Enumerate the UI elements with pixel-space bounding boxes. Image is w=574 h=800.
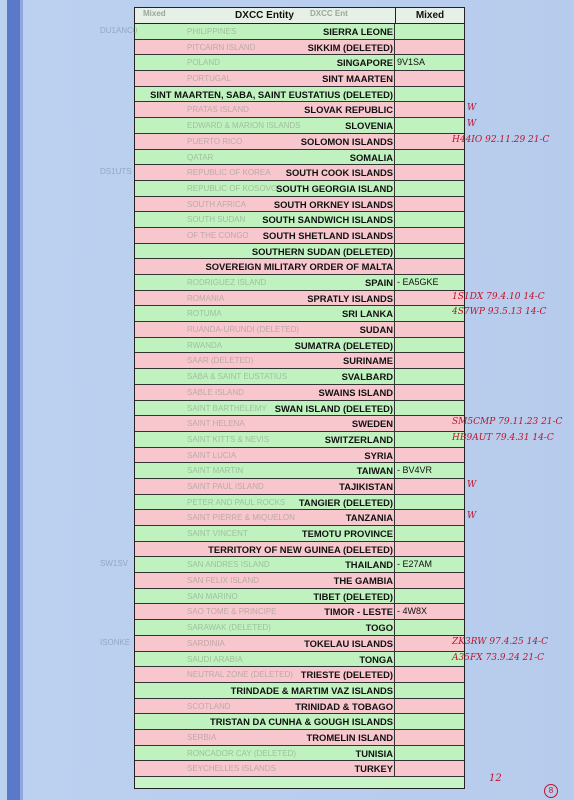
table-row [135, 338, 464, 354]
column-divider [394, 401, 395, 416]
bleed-through-text: NEUTRAL ZONE (DELETED) [187, 670, 293, 680]
entity-cell: SINT MAARTEN, SABA, SAINT EUSTATIUS (DELETED) [150, 88, 393, 100]
ghost-header-left: Mixed [143, 9, 166, 18]
bleed-through-text: SAN MARINO [187, 591, 238, 601]
column-divider [394, 730, 395, 745]
entity-cell: SOUTH SHETLAND ISLANDS [262, 229, 393, 241]
entity-cell: TANZANIA [345, 512, 393, 524]
entity-cell: TAJIKISTAN [339, 480, 393, 492]
bleed-through-text: PRATAS ISLAND [187, 105, 249, 115]
table-row [135, 24, 464, 40]
column-divider [394, 306, 395, 321]
table-row [135, 102, 464, 118]
entity-cell: SUDAN [359, 324, 393, 336]
entity-cell: TERRITORY OF NEW GUINEA (DELETED) [208, 543, 393, 555]
entity-cell: THE GAMBIA [333, 575, 393, 587]
entity-cell: SOVEREIGN MILITARY ORDER OF MALTA [205, 261, 393, 273]
handwritten-note: H44IO 92.11.29 21-C [452, 134, 550, 145]
table-row [135, 228, 464, 244]
column-divider [394, 71, 395, 86]
bleed-through-text: SAINT PAUL ISLAND [187, 481, 264, 491]
entity-cell: TRIESTE (DELETED) [300, 669, 393, 681]
table-row [135, 463, 464, 479]
bleed-through-text: SOUTH SUDAN [187, 215, 246, 225]
table-row [135, 87, 464, 103]
table-row [135, 369, 464, 385]
entity-cell: TOGO [365, 622, 393, 634]
entity-cell: TRINDADE & MARTIM VAZ ISLANDS [230, 684, 393, 696]
entity-cell: SLOVENIA [345, 120, 393, 132]
entity-cell: TRISTAN DA CUNHA & GOUGH ISLANDS [210, 716, 393, 728]
column-divider [394, 197, 395, 212]
bleed-through-text: SAN FELIX ISLAND [187, 576, 260, 586]
column-divider [394, 181, 395, 196]
bleed-through-text: SCOTLAND [187, 701, 231, 711]
binder-spine [7, 0, 20, 800]
table-row [135, 259, 464, 275]
column-divider [394, 259, 395, 274]
bleed-through-text: RODRIGUEZ ISLAND [187, 278, 267, 287]
table-row [135, 181, 464, 197]
entity-cell: SVALBARD [341, 371, 393, 383]
column-divider [394, 212, 395, 227]
table-header [135, 8, 464, 24]
table-row [135, 448, 464, 464]
table-row [135, 55, 464, 71]
entity-cell: SPRATLY ISLANDS [307, 292, 393, 304]
entity-cell: TUNISIA [355, 747, 393, 759]
entity-cell: SWEDEN [351, 418, 393, 430]
bleed-through-text: POLAND [187, 58, 220, 68]
entity-cell: TANGIER (DELETED) [298, 496, 393, 508]
entity-cell: SOUTH SANDWICH ISLANDS [262, 214, 393, 226]
table-row [135, 416, 464, 432]
table-row [135, 746, 464, 762]
entity-cell: SPAIN [365, 277, 393, 288]
handwritten-note: W [467, 480, 477, 490]
table-row [135, 401, 464, 417]
table-row [135, 542, 464, 558]
table-row [135, 761, 464, 777]
handwritten-note: W [467, 511, 477, 522]
table-row [135, 730, 464, 746]
column-header-mixed: Mixed [395, 8, 464, 23]
bleed-through-text: SAINT KITTS & NEVIS [187, 434, 270, 444]
entity-cell: SRI LANKA [341, 308, 393, 320]
binder-spine-edge [20, 0, 23, 800]
bleed-through-text: SAINT LUCIA [187, 450, 237, 460]
table-row [135, 652, 464, 668]
handwritten-note: 4S7WP 93.5.13 14-C [452, 307, 547, 318]
entity-cell: TAIWAN [356, 465, 393, 477]
entity-cell: TROMELIN ISLAND [306, 731, 393, 743]
bleed-through-text: PITCAIRN ISLAND [187, 42, 256, 52]
table-row [135, 244, 464, 260]
bleed-through-text: RWANDA [187, 340, 223, 350]
bleed-through-text: SERBIA [187, 732, 217, 742]
column-divider [394, 134, 395, 149]
bleed-through-text: SAINT VINCENT [187, 529, 248, 538]
page-number: 12 [489, 773, 502, 784]
column-divider [394, 87, 395, 102]
handwritten-note: W [467, 103, 477, 114]
table-row [135, 589, 464, 605]
entity-cell: SIKKIM (DELETED) [307, 41, 393, 53]
entity-cell: TIBET (DELETED) [313, 590, 393, 602]
bleed-through-text: SAINT HELENA [187, 419, 245, 429]
table-row [135, 291, 464, 307]
bleed-through-text: DU1ANC0 [100, 26, 138, 35]
mixed-cell: - 4W8X [397, 606, 428, 617]
table-row [135, 165, 464, 181]
column-divider [394, 463, 395, 478]
column-divider [394, 746, 395, 761]
mixed-cell: - E27AM [397, 559, 433, 570]
table-row [135, 385, 464, 401]
table-row [135, 71, 464, 87]
entity-cell: TEMOTU PROVINCE [301, 528, 393, 539]
entity-cell: TONGA [359, 653, 393, 665]
column-divider [394, 165, 395, 180]
column-divider [394, 228, 395, 243]
entity-cell: SOUTH COOK ISLANDS [285, 167, 393, 179]
entity-cell: SINT MAARTEN [322, 73, 393, 85]
handwritten-note: HB9AUT 79.4.31 14-C [452, 432, 554, 443]
handwritten-note: SM5CMP 79.11.23 21-C [452, 417, 563, 428]
entity-cell: SOUTH GEORGIA ISLAND [276, 182, 393, 194]
table-row [135, 353, 464, 369]
bleed-through-text: OF THE CONGO [187, 230, 249, 240]
entity-cell: SYRIA [364, 449, 393, 461]
table-row [135, 118, 464, 134]
column-divider [394, 118, 395, 133]
entity-cell: SUMATRA (DELETED) [294, 339, 393, 351]
column-divider [394, 589, 395, 604]
column-divider [394, 526, 395, 541]
table-row [135, 526, 464, 542]
table-row [135, 134, 464, 150]
bleed-through-text: REPUBLIC OF KOSOVO [187, 183, 278, 193]
entity-cell: SURINAME [342, 355, 393, 367]
column-divider [394, 322, 395, 337]
column-divider [394, 353, 395, 368]
column-divider [394, 761, 395, 776]
column-divider [394, 714, 395, 729]
bleed-through-text: PUERTO RICO [187, 136, 243, 146]
bleed-through-text: REPUBLIC OF KOREA [187, 168, 271, 178]
column-divider [394, 432, 395, 447]
table-row [135, 573, 464, 589]
bleed-through-text: PHILIPPINES [187, 27, 237, 36]
bleed-through-text: SABA & SAINT EUSTATIUS [187, 372, 288, 382]
table-row [135, 479, 464, 495]
table-row [135, 510, 464, 526]
table-row [135, 557, 464, 573]
column-divider [394, 604, 395, 619]
table-row [135, 714, 464, 730]
mixed-cell: - EA5GKE [397, 277, 439, 287]
bleed-through-text: SAUDI ARABIA [187, 654, 243, 664]
column-divider [394, 636, 395, 651]
entity-cell: SLOVAK REPUBLIC [304, 104, 393, 116]
entity-cell: SWAINS ISLAND [318, 386, 393, 398]
column-divider [394, 573, 395, 588]
handwritten-note: 1S1DX 79.4.10 14-C [452, 291, 545, 302]
entity-cell: SWAN ISLAND (DELETED) [274, 402, 393, 414]
bleed-through-text: SW1SV [100, 559, 129, 569]
table-row [135, 40, 464, 56]
bleed-through-text: QATAR [187, 152, 214, 162]
column-divider [394, 667, 395, 682]
entity-cell: SWITZERLAND [324, 433, 393, 445]
bleed-through-text: RONCADOR CAY (DELETED) [187, 748, 297, 758]
column-divider [394, 448, 395, 463]
bleed-through-text: PORTUGAL [187, 74, 231, 84]
bleed-through-text: SARDINIA [187, 638, 225, 648]
column-divider [394, 244, 395, 259]
entity-cell: SOUTHERN SUDAN (DELETED) [251, 245, 393, 257]
table-row [135, 620, 464, 636]
bleed-through-text: SAINT PIERRE & MIQUELON [187, 513, 295, 523]
bleed-through-text: ROMANIA [187, 293, 225, 303]
column-divider [394, 510, 395, 525]
column-divider [394, 495, 395, 510]
ghost-header-mid: DXCC Ent [310, 9, 348, 18]
table-row [135, 322, 464, 338]
entity-cell: TIMOR - LESTE [324, 606, 393, 618]
column-divider [394, 557, 395, 572]
table-row [135, 699, 464, 715]
bleed-through-text: SAN ANDRES ISLAND [187, 560, 270, 570]
mixed-cell: 9V1SA [397, 57, 426, 68]
bleed-through-text: SABLE ISLAND [187, 387, 244, 397]
entity-cell: TOKELAU ISLANDS [304, 637, 393, 649]
table-row [135, 197, 464, 213]
column-divider [394, 24, 395, 39]
column-divider [394, 620, 395, 635]
column-divider [394, 542, 395, 557]
table-row [135, 212, 464, 228]
column-divider [394, 338, 395, 353]
handwritten-note: W [467, 119, 477, 130]
table-row [135, 432, 464, 448]
column-divider [394, 699, 395, 714]
table-row [135, 667, 464, 683]
table-row [135, 150, 464, 166]
column-divider [394, 652, 395, 667]
bleed-through-text: SARAWAK (DELETED) [187, 623, 271, 633]
column-divider [394, 369, 395, 384]
table-row [135, 604, 464, 620]
bleed-through-text: SOUTH AFRICA [187, 199, 247, 209]
table-row [135, 683, 464, 699]
table-row [135, 636, 464, 652]
entity-cell: SIERRA LEONE [323, 26, 393, 37]
bleed-through-text: EDWARD & MARION ISLANDS [187, 121, 301, 131]
column-divider [394, 40, 395, 55]
entity-cell: SOLOMON ISLANDS [300, 135, 393, 147]
entity-cell: TURKEY [354, 763, 393, 775]
bleed-through-text: ROTUMA [187, 309, 222, 319]
bleed-through-text: SAINT BARTHELEMY [187, 403, 267, 413]
dxcc-table [134, 7, 465, 789]
bleed-through-text: SAAR (DELETED) [187, 356, 254, 366]
bleed-through-text: SAO TOME & PRINCIPE [187, 607, 277, 617]
bleed-through-text: RUANDA-URUNDI (DELETED) [187, 325, 300, 335]
column-divider [394, 150, 395, 165]
table-body [135, 24, 464, 777]
entity-cell: SOUTH ORKNEY ISLANDS [273, 198, 393, 210]
column-divider [394, 275, 395, 290]
table-row [135, 275, 464, 291]
circled-mark: 8 [544, 784, 558, 798]
bleed-through-text: SEYCHELLES ISLANDS [187, 764, 276, 774]
bleed-through-text: PETER AND PAUL ROCKS [187, 497, 286, 507]
column-divider [394, 416, 395, 431]
table-row [135, 495, 464, 511]
entity-cell: SOMALIA [349, 151, 393, 163]
column-divider [394, 479, 395, 494]
handwritten-note: ZK3RW 97.4.25 14-C [452, 636, 548, 647]
entity-cell: THAILAND [345, 559, 393, 571]
table-row [135, 306, 464, 322]
bleed-through-text: DS1UTS [100, 167, 132, 177]
column-divider [394, 291, 395, 306]
bleed-through-text: SAINT MARTIN [187, 466, 244, 476]
column-divider [394, 102, 395, 117]
entity-cell: TRINIDAD & TOBAGO [295, 700, 393, 712]
bleed-through-text: ISONKE [100, 637, 131, 647]
mixed-cell: - BV4VR [397, 465, 433, 476]
column-header-entity: DXCC Entity [235, 10, 294, 21]
handwritten-note: A35FX 73.9.24 21-C [452, 652, 545, 663]
entity-cell: SINGAPORE [336, 57, 393, 69]
column-divider [394, 55, 395, 70]
column-divider [394, 683, 395, 698]
column-divider [394, 385, 395, 400]
